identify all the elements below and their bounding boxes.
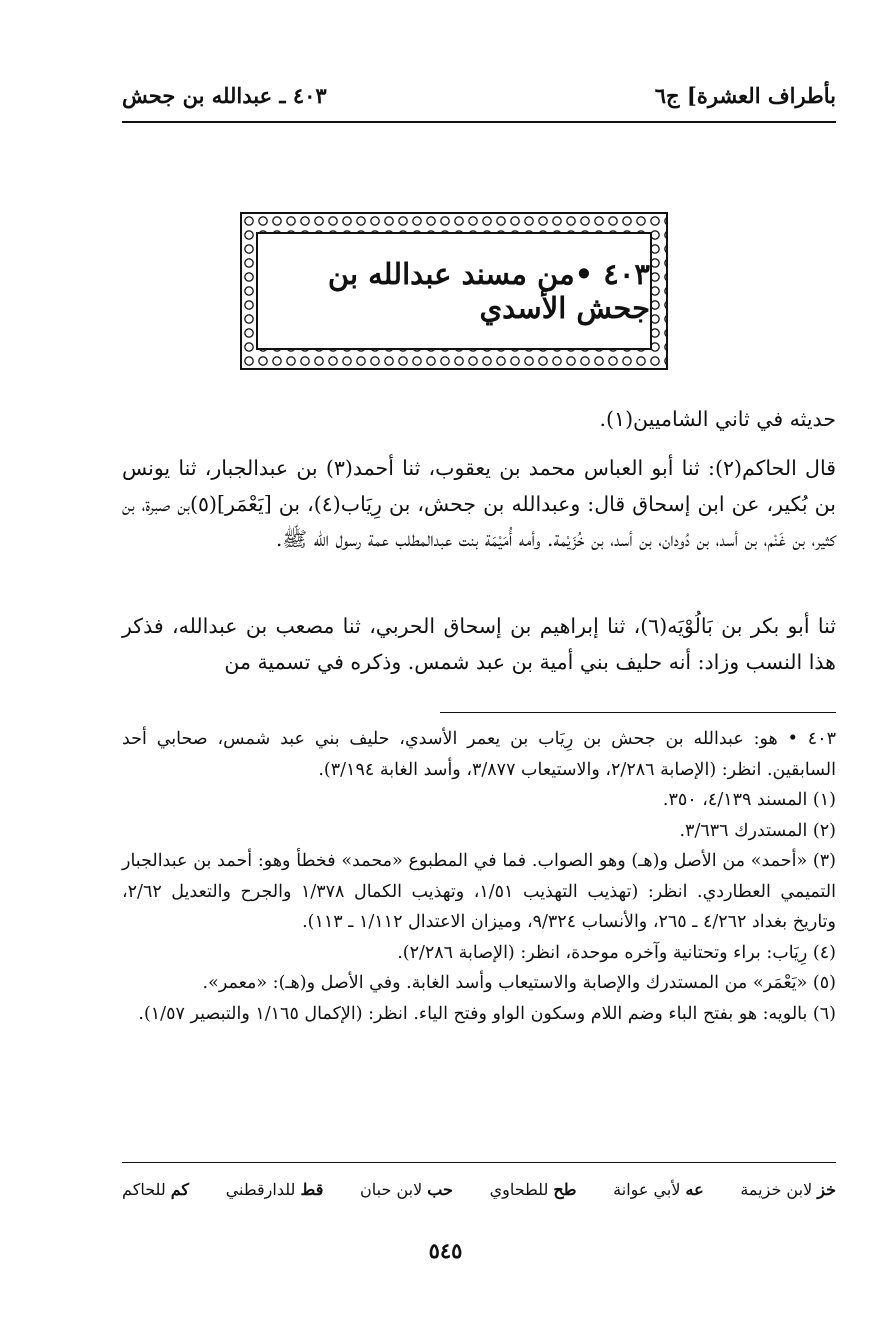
abbreviation-rule — [122, 1162, 836, 1163]
footnote-3: (٣) «أحمد» من الأصل و(هـ) وهو الصواب. فما في المطبوع «محمد» فخطأ وهو: أحمد بن عبدالجبار التميمي العطاردي. انظر: (تهذيب التهذيب ١/٥١، وتهذيب الكمال ١/٣٧٨ والجرح والتعديل ٢/٦٢، وتاريخ بغداد ٤/٢٦٢ ـ ٢٦٥، والأنساب ٩/٣٢٤، وميزان الاعتدال ١/١١٢ ـ ١١٣). — [122, 851, 836, 932]
body-paragraph-hakim — [122, 451, 836, 558]
abbr-item — [122, 1180, 189, 1199]
running-head — [122, 78, 836, 112]
abbr-label: لأبي عوانة — [613, 1180, 681, 1199]
abbr-code: عه — [685, 1180, 704, 1199]
second-text: ثنا أبو بكر بن بَالُوْيَه(٦)، ثنا إبراهيم بن إسحاق الحربي، ثنا مصعب بن عبدالله، فذكر هذا النسب وزاد: أنه حليف بني أمية بن عبد شمس. وذكره في تسمية من — [122, 614, 837, 674]
section-title: ٤٠٣ •من مسند عبدالله بن جحش الأسدي — [256, 232, 652, 350]
abbr-item — [360, 1180, 453, 1199]
hakim-text: قال الحاكم(٢): ثنا أبو العباس محمد بن يعقوب، ثنا أحمد(٣) بن عبدالجبار، ثنا يونس بن بُكير، عن ابن إسحاق قال: وعبدالله بن جحش، بن رِيَاب(٤)، بن [يَعْمَر](٥)بن صبرة، بن كثير، بن غَنْم، بن أسد، بن دُودان، بن أسد، بن خُزَيْمة. وأمه أُمَيْمَة بنت عبدالمطلب عمة رسول الله ﷺ. — [122, 456, 836, 551]
ornamental-title-frame — [240, 212, 668, 370]
abbr-code: كم — [170, 1180, 190, 1199]
abbr-code: خز — [817, 1180, 836, 1199]
abbr-code: قط — [300, 1180, 324, 1199]
abbr-code: حب — [427, 1180, 453, 1199]
abbr-label: لابن حبان — [360, 1180, 423, 1199]
body-paragraph-intro — [122, 402, 836, 438]
abbr-item — [490, 1180, 577, 1199]
running-head-book: بأطراف العشرة] ج٦ — [654, 82, 836, 108]
footnotes — [122, 724, 836, 1029]
abbr-code: طح — [553, 1180, 577, 1199]
footnote-4: (٤) رِيَاب: براء وتحتانية وآخره موحدة، انظر: (الإصابة ٢/٢٨٦). — [397, 942, 836, 963]
footnote-2: (٢) المستدرك ٣/٦٣٦. — [679, 820, 836, 841]
abbr-label: لابن خزيمة — [740, 1180, 813, 1199]
abbr-label: للدارقطني — [225, 1180, 296, 1199]
header-rule — [122, 121, 836, 123]
abbr-item — [613, 1180, 704, 1199]
abbr-label: للحاكم — [122, 1180, 166, 1199]
footnote-5: (٥) «يَعْمَر» من المستدرك والإصابة والاستيعاب وأسد الغابة. وفي الأصل و(هـ): «معمر». — [202, 973, 836, 993]
running-head-section: ٤٠٣ ـ عبدالله بن جحش — [122, 82, 327, 108]
footnote-rule — [440, 712, 836, 713]
footnote-1: (١) المسند ٤/١٣٩، ٣٥٠. — [662, 790, 836, 810]
footnote-6: (٦) بالويه: هو بفتح الباء وضم اللام وسكون الواو وفتح الياء. انظر: (الإكمال ١/١٦٥ والتبصير ١/٥٧). — [138, 1003, 836, 1024]
footnote-entry: ٤٠٣ • هو: عبدالله بن جحش بن رِيَاب بن يعمر الأسدي، حليف بني عبد شمس، صحابي أحد السابقين. انظر: (الإصابة ٢/٢٨٦، والاستيعاب ٣/٨٧٧، وأسد الغابة ٣/١٩٤). — [122, 729, 836, 780]
abbr-item — [740, 1180, 836, 1199]
intro-text: حديثه في ثاني الشاميين(١). — [599, 407, 836, 431]
abbr-item — [226, 1180, 324, 1199]
abbreviation-key — [122, 1180, 836, 1199]
abbr-label: للطحاوي — [489, 1180, 549, 1199]
page-number: ٥٤٥ — [428, 1238, 463, 1263]
body-paragraph-second — [122, 609, 836, 680]
